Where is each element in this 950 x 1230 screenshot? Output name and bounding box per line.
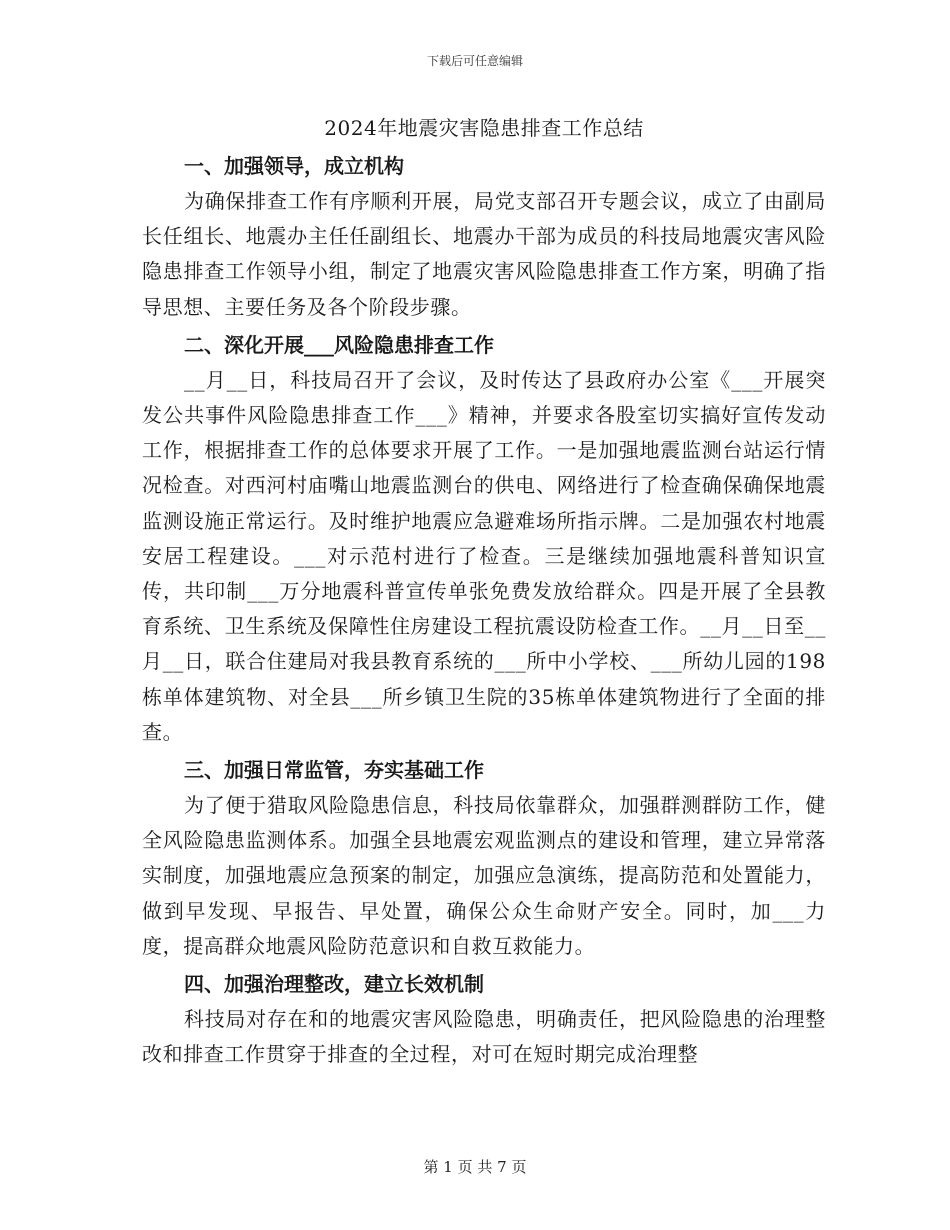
header-note: 下载后可任意编辑: [426, 54, 523, 68]
section-heading-4: 四、加强治理整改，建立长效机制: [184, 972, 484, 997]
section-paragraph-2: __月__日，科技局召开了会议，及时传达了县政府办公室《___开展突发公共事件风险隐患排查工作___》精神，并要求各股室切实搞好宣传发动工作，根据排查工作的总体要求开展了工作。一是加强地震监测台站运行情况检查。对西河村庙嘴山地震监测台的供电、网络进行了检查确保确保地震监测设施正常运行。及时维护地震应急避难场所指示牌。二是加强农村地震安居工程建设。___对示范村进行了检查。三是继续加强地震科普知识宣传，共印制___万分地震科普宣传单张免费发放给群众。四是开展了全县教育系统、卫生系统及保障性住房建设工程抗震设防检查工作。__月__日至__月__日，联合住建局对我县教育系统的___所中小学校、___所幼儿园的198栋单体建筑物、对全县___所乡镇卫生院的35栋单体建筑物进行了全面的排查。: [142, 367, 826, 744]
section-heading-3: 三、加强日常监管，夯实基础工作: [184, 758, 484, 783]
section-heading-1: 一、加强领导，成立机构: [184, 154, 404, 178]
section-paragraph-3: 为了便于猎取风险隐患信息，科技局依靠群众，加强群测群防工作，健全风险隐患监测体系。加强全县地震宏观监测点的建设和管理，建立异常落实制度，加强地震应急预案的制定，加强应急演练，提高防范和处置能力，做到早发现、早报告、早处置，确保公众生命财产安全。同时，加___力度，提高群众地震风险防范意识和自救互救能力。: [142, 793, 826, 958]
section-paragraph-1: 为确保排查工作有序顺利开展，局党支部召开专题会议，成立了由副局长任组长、地震办主任任副组长、地震办干部为成员的科技局地震灾害风险隐患排查工作领导小组，制定了地震灾害风险隐患排查工作方案，明确了指导思想、主要任务及各个阶段步骤。: [142, 189, 826, 319]
document-title: 2024年地震灾害隐患排查工作总结: [324, 116, 644, 140]
document-body: [142, 112, 826, 1076]
page-number: 第 1 页 共 7 页: [423, 1158, 527, 1176]
section-paragraph-4: 科技局对存在和的地震灾害风险隐患，明确责任，把风险隐患的治理整改和排查工作贯穿于排查的全过程，对可在短时期完成治理整: [142, 1007, 826, 1067]
section-heading-2: 二、深化开展___风险隐患排查工作: [184, 332, 494, 357]
